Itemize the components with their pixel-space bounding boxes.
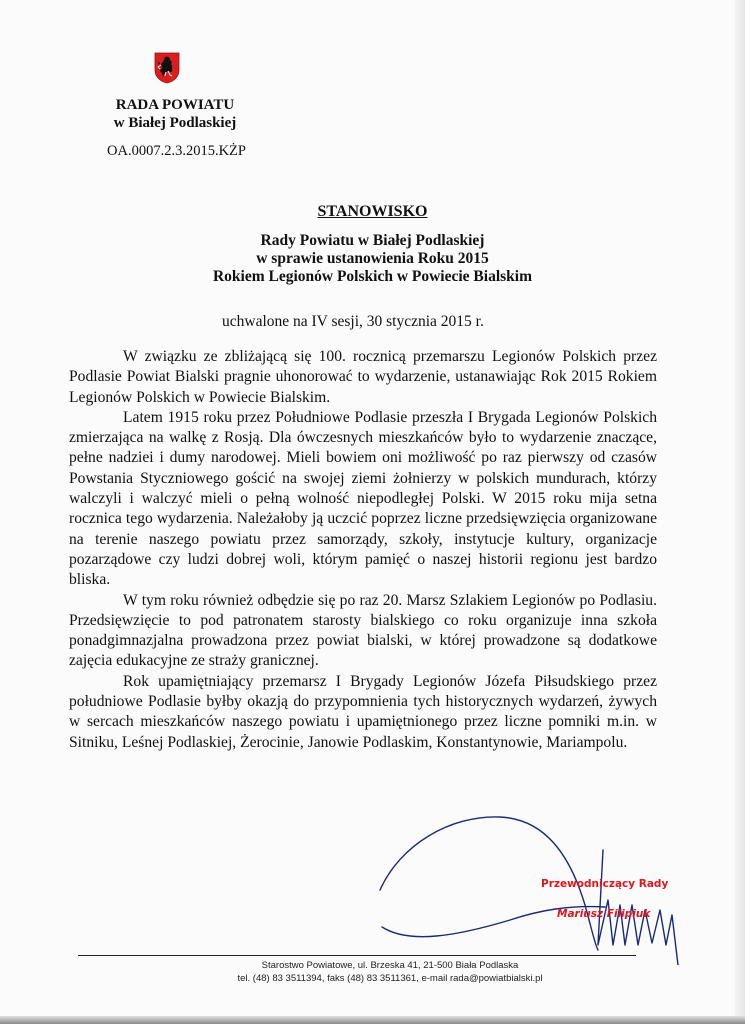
coat-of-arms-knight-icon [154,52,180,84]
page-edge [735,0,745,1024]
stamp-title: Przewodniczący Rady [541,878,669,890]
paragraph: Latem 1915 roku przez Południowe Podlasie przeszła I Brygada Legionów Polskich zmierzająca na walkę z Rosją. Dla ówczesnych mieszkańców było to wydarzenie znaczące, pełne nadziei i dumy narodowej. Mieli bowiem oni możliwość po raz pierwszy od czasów Powstania Styczniowego gościć na swojej ziemi żołnierzy w polskich mundurach, którzy walczyli i walczyć mieli o pełną wolność niepodległej Polski. W 2015 roku mija setna rocznica tego wydarzenia. Należałoby ją uczcić poprzez liczne przedsięwzięcia organizowane na terenie naszego powiatu przez samorządy, szkoły, instytucje kultury, organizacje pozarządowe czy ludzi dobrej woli, którym pamięć o naszej historii regionu jest bardzo bliska. [69,408,657,589]
paragraph: Rok upamiętniający przemarsz I Brygady Legionów Józefa Piłsudskiego przez południowe Podlasie byłby okazją do przypomnienia tych historycznych wydarzeń, żywych w sercach mieszkańców naszego powiatu i upamiętnionego przez liczne pomniki m.in. w Sitniku, Leśnej Podlaskiej, Żerocinie, Janowie Podlaskim, Konstantynowie, Mariampolu. [69,672,657,751]
subtitle-line: Rokiem Legionów Polskich w Powiecie Bialskim [212,268,533,285]
subtitle-line: w sprawie ustanowienia Roku 2015 [256,250,489,267]
adoption-note: uchwalone na IV sesji, 30 stycznia 2015 r. [222,313,484,330]
document-title: STANOWISKO [317,203,428,220]
page-shadow [0,1016,745,1024]
organization-name [105,96,245,132]
stamp-name: Mariusz Filipiuk [557,908,651,920]
document-body [69,347,657,753]
subtitle-line: Rady Powiatu w Białej Podlaskiej [260,232,485,249]
footer-divider [78,955,636,956]
paragraph: W tym roku również odbędzie się po raz 20. Marsz Szlakiem Legionów po Podlasiu. Przedsięwzięcie to pod patronatem starosty bialskiego co roku organizuje inna szkoła ponadgimnazjalna prowadzona przez powiat bialski, w której prowadzone są dodatkowe zajęcia edukacyjne ze straży granicznej. [69,591,657,670]
footer [0,959,745,985]
paragraph: W związku ze zbliżającą się 100. rocznicą przemarszu Legionów Polskich przez Podlasie Powiat Bialski pragnie uhonorować to wydarzenie, ustanawiając Rok 2015 Rokiem Legionów Polskich w Powiecie Bialskim. [69,348,657,406]
footer-contact: tel. (48) 83 3511394, faks (48) 83 3511361, e-mail rada@powiatbialski.pl [237,973,543,984]
org-line-1: RADA POWIATU [115,97,235,113]
org-line-2: w Białej Podlaskiej [113,115,237,131]
document-subtitle [0,232,745,286]
footer-address: Starostwo Powiatowe, ul. Brzeska 41, 21-500 Biała Podlaska [261,960,519,971]
reference-number: OA.0007.2.3.2015.KŻP [107,143,246,159]
